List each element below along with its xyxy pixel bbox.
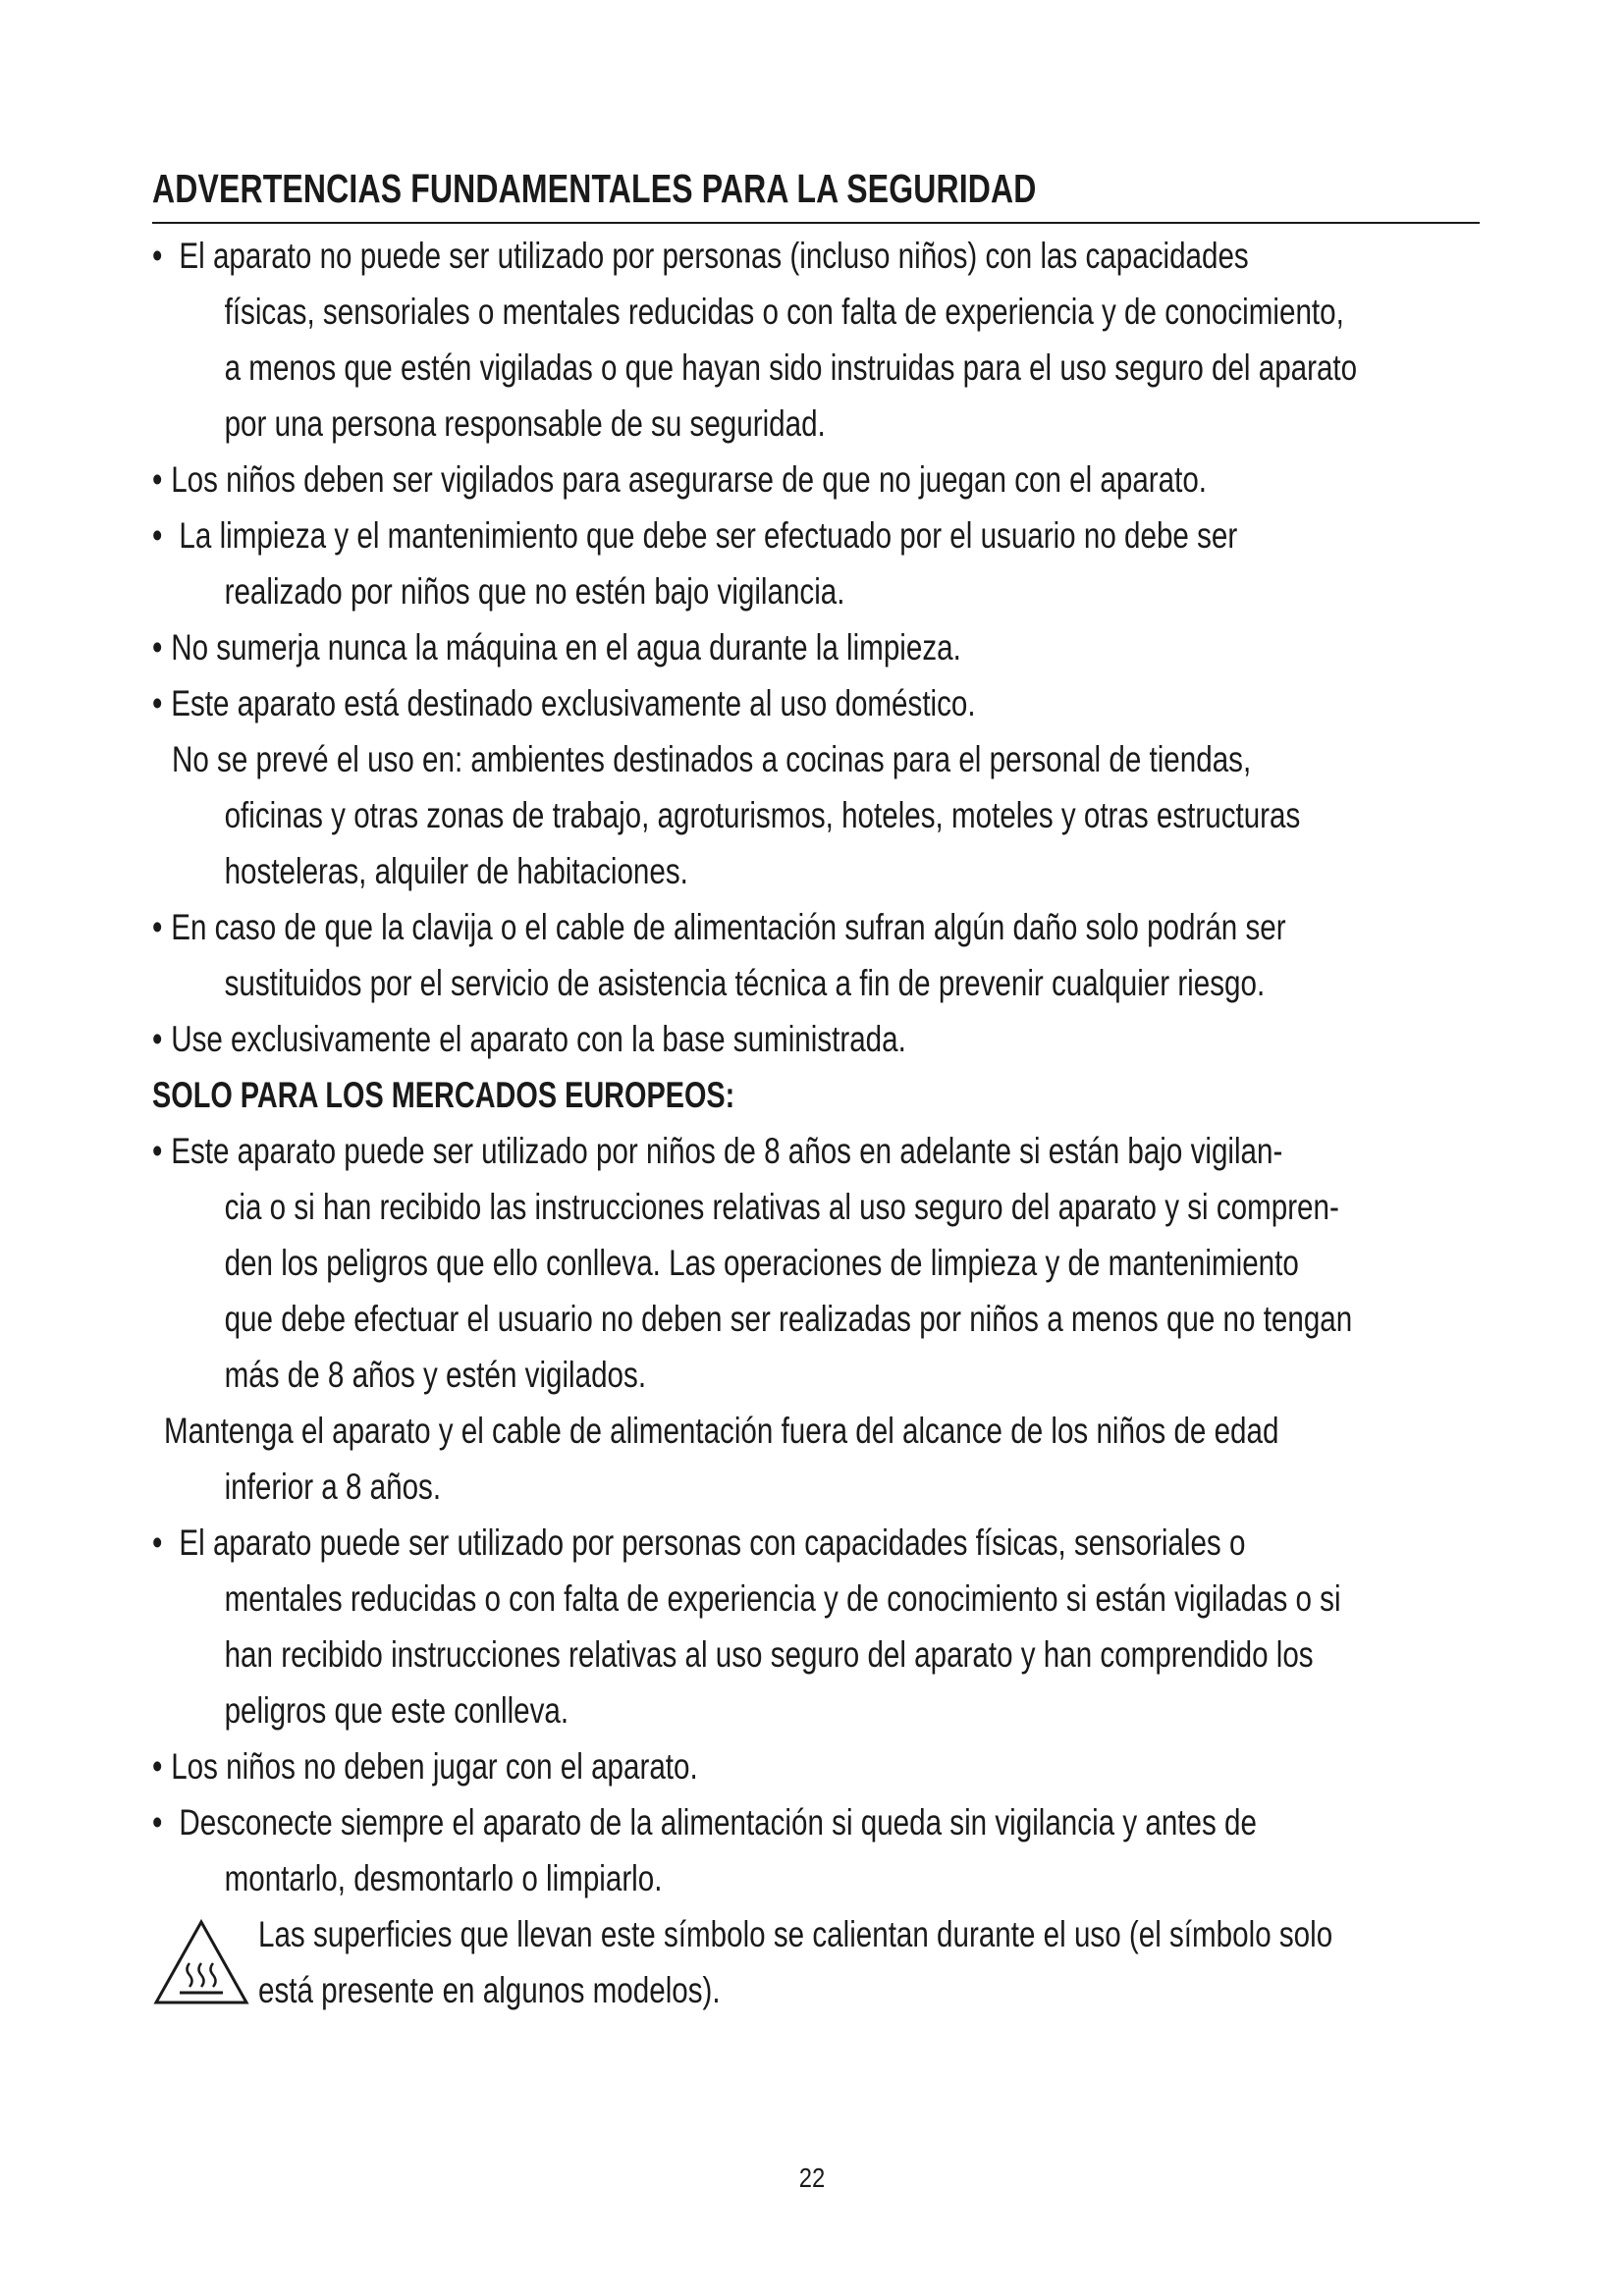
warning-text-line: Las superficies que llevan este símbolo se calientan durante el uso (el símbolo solo bbox=[258, 1914, 1333, 1954]
paragraph-continuation: inferior a 8 años. bbox=[224, 1467, 442, 1507]
list-item bbox=[152, 1011, 1215, 1067]
paragraph-continuation: hosteleras, alquiler de habitaciones. bbox=[224, 851, 688, 891]
list-item-continuation: montarlo, desmontarlo o limpiarlo. bbox=[224, 1858, 663, 1898]
eu-markets-subheading: SOLO PARA LOS MERCADOS EUROPEOS: bbox=[152, 1075, 735, 1115]
warning-text-line: está presente en algunos modelos). bbox=[258, 1970, 721, 2010]
list-item-continuation: cia o si han recibido las instrucciones relativas al uso seguro del aparato y si compren- bbox=[224, 1187, 1339, 1227]
paragraph-line: No se prevé el uso en: ambientes destinados a cocinas para el personal de tiendas, bbox=[172, 739, 1252, 779]
list-item bbox=[152, 1123, 1283, 1179]
bullet-icon: • bbox=[152, 236, 163, 276]
list-item-continuation: sustituidos por el servicio de asistencia técnica a fin de prevenir cualquier riesgo. bbox=[224, 963, 1266, 1003]
bullet-icon: • bbox=[152, 907, 163, 947]
list-item-text: Desconecte siempre el aparato de la alimentación si queda sin vigilancia y antes de bbox=[179, 1802, 1257, 1842]
list-item bbox=[152, 899, 1286, 955]
paragraph-continuation: oficinas y otras zonas de trabajo, agroturismos, hoteles, moteles y otras estructuras bbox=[224, 795, 1301, 835]
bullet-icon: • bbox=[152, 1746, 163, 1787]
list-item bbox=[152, 1738, 1215, 1794]
list-item bbox=[152, 228, 1249, 284]
list-item-continuation: más de 8 años y estén vigilados. bbox=[224, 1355, 647, 1395]
list-item-text: En caso de que la clavija o el cable de alimentación sufran algún daño solo podrán ser bbox=[171, 907, 1286, 947]
bullet-icon: • bbox=[152, 1131, 163, 1171]
list-item bbox=[152, 675, 1215, 731]
list-item-continuation: realizado por niños que no estén bajo vigilancia. bbox=[224, 571, 845, 612]
hot-surface-warning bbox=[152, 1906, 1480, 2018]
bullet-icon: • bbox=[152, 683, 163, 723]
list-item-continuation: mentales reducidas o con falta de experiencia y de conocimiento si están vigiladas o si bbox=[224, 1578, 1341, 1619]
title-underline bbox=[152, 222, 1480, 224]
list-item-text: El aparato no puede ser utilizado por personas (incluso niños) con las capacidades bbox=[179, 236, 1249, 276]
bullet-icon: • bbox=[152, 459, 163, 500]
list-item bbox=[152, 507, 1238, 563]
list-item-continuation: den los peligros que ello conlleva. Las operaciones de limpieza y de mantenimiento bbox=[224, 1243, 1299, 1283]
paragraph-line: Mantenga el aparato y el cable de alimentación fuera del alcance de los niños de edad bbox=[164, 1411, 1279, 1451]
bullet-icon: • bbox=[152, 515, 163, 556]
list-item-continuation: han recibido instrucciones relativas al uso seguro del aparato y han comprendido los bbox=[224, 1634, 1314, 1675]
page-title: ADVERTENCIAS FUNDAMENTALES PARA LA SEGURIDAD bbox=[152, 166, 1037, 211]
hot-surface-warning-icon bbox=[152, 1918, 250, 2006]
bullet-icon: • bbox=[152, 1802, 163, 1842]
list-item-continuation: a menos que estén vigiladas o que hayan sido instruidas para el uso seguro del aparato bbox=[224, 347, 1358, 388]
safety-warnings-body bbox=[152, 228, 1480, 2018]
list-item bbox=[152, 452, 1215, 507]
list-item-text: El aparato puede ser utilizado por personas con capacidades físicas, sensoriales o bbox=[179, 1522, 1246, 1563]
list-item-continuation: por una persona responsable de su seguridad. bbox=[224, 403, 826, 444]
page-number: 22 bbox=[798, 2163, 826, 2193]
bullet-icon: • bbox=[152, 1019, 163, 1059]
list-item-text: Los niños no deben jugar con el aparato. bbox=[171, 1746, 698, 1787]
list-item-continuation: que debe efectuar el usuario no deben ser realizadas por niños a menos que no tengan bbox=[224, 1299, 1353, 1339]
bullet-icon: • bbox=[152, 1522, 163, 1563]
list-item bbox=[152, 1515, 1246, 1571]
list-item bbox=[152, 1794, 1257, 1850]
list-item-text: Este aparato está destinado exclusivamente al uso doméstico. bbox=[171, 683, 976, 723]
list-item-text: Use exclusivamente el aparato con la base suministrada. bbox=[171, 1019, 906, 1059]
list-item bbox=[152, 619, 1215, 675]
list-item-continuation: físicas, sensoriales o mentales reducidas o con falta de experiencia y de conocimiento, bbox=[224, 292, 1344, 332]
list-item-text: Los niños deben ser vigilados para asegurarse de que no juegan con el aparato. bbox=[171, 459, 1208, 500]
list-item-text: No sumerja nunca la máquina en el agua durante la limpieza. bbox=[171, 627, 961, 667]
list-item-continuation: peligros que este conlleva. bbox=[224, 1690, 569, 1731]
list-item-text: La limpieza y el mantenimiento que debe ser efectuado por el usuario no debe ser bbox=[179, 515, 1238, 556]
bullet-icon: • bbox=[152, 627, 163, 667]
list-item-text: Este aparato puede ser utilizado por niños de 8 años en adelante si están bajo vigilan- bbox=[171, 1131, 1283, 1171]
